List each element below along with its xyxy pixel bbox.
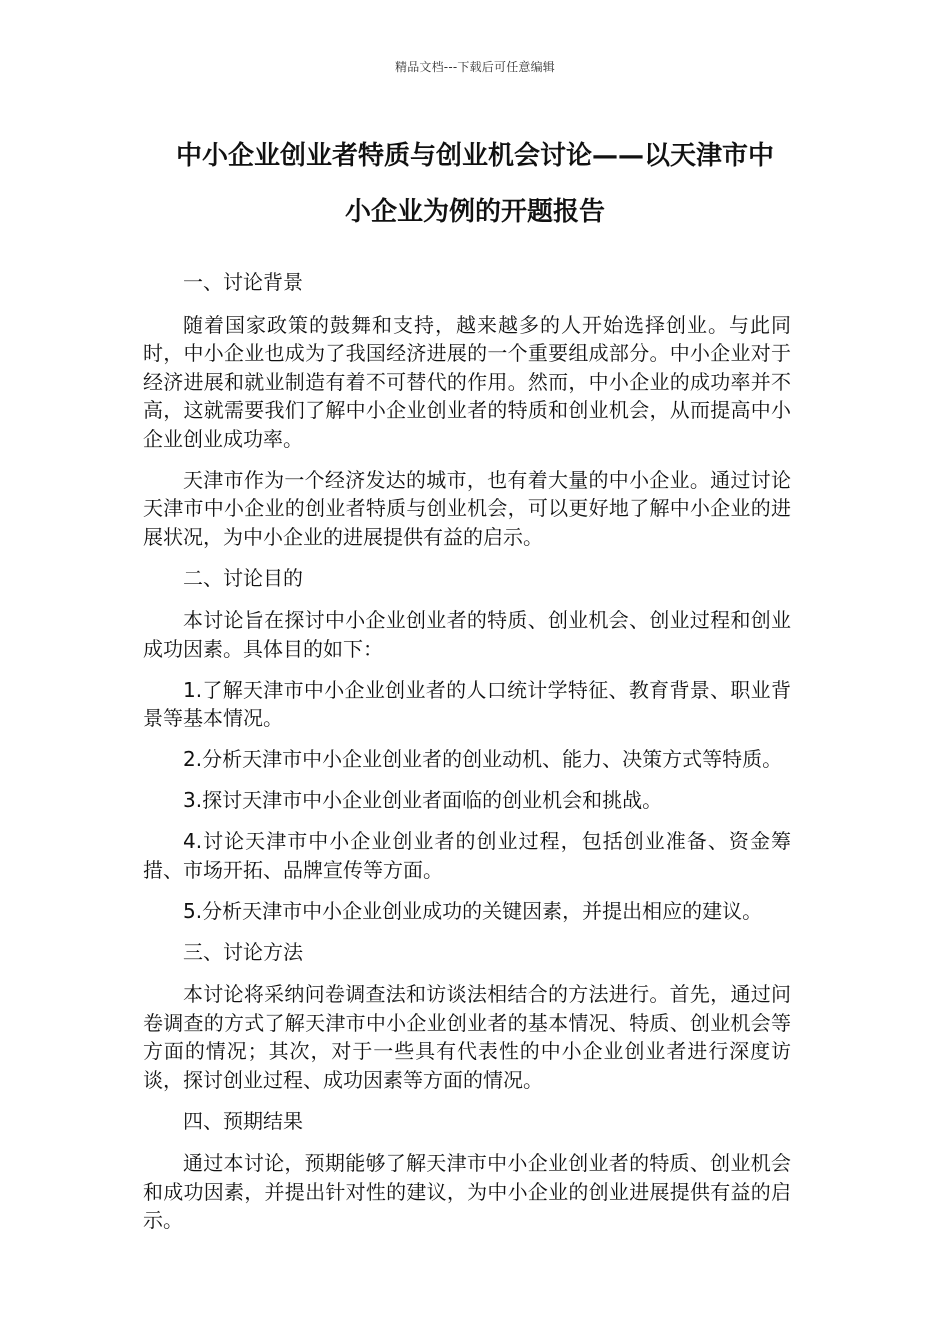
purpose-list-item: 1.了解天津市中小企业创业者的人口统计学特征、教育背景、职业背景等基本情况。 — [143, 677, 791, 730]
purpose-list-item: 2.分析天津市中小企业创业者的创业动机、能力、决策方式等特质。 — [183, 747, 783, 771]
purpose-list-item: 3.探讨天津市中小企业创业者面临的创业机会和挑战。 — [183, 788, 663, 812]
section-heading-method: 三、讨论方法 — [183, 939, 303, 964]
title-line-2: 小企业为例的开题报告 — [344, 197, 605, 227]
title-line-1: 中小企业创业者特质与创业机会讨论——以天津市中 — [175, 141, 774, 171]
purpose-intro-paragraph: 本讨论旨在探讨中小企业创业者的特质、创业机会、创业过程和创业成功因素。具体目的如下： — [143, 608, 791, 661]
background-paragraph-2: 天津市作为一个经济发达的城市，也有着大量的中小企业。通过讨论天津市中小企业的创业者特质与创业机会，可以更好地了解中小企业的进展状况，为中小企业的进展提供有益的启示。 — [143, 467, 791, 549]
purpose-list-item: 4.讨论天津市中小企业创业者的创业过程，包括创业准备、资金筹措、市场开拓、品牌宣传等方面。 — [143, 829, 791, 882]
background-paragraph-1: 随着国家政策的鼓舞和支持，越来越多的人开始选择创业。与此同时，中小企业也成为了我国经济进展的一个重要组成部分。中小企业对于经济进展和就业制造有着不可替代的作用。然而，中小企业的成功率并不高，这就需要我们了解中小企业创业者的特质和创业机会，从而提高中小企业创业成功率。 — [143, 312, 791, 451]
section-heading-background: 一、讨论背景 — [183, 270, 303, 294]
results-paragraph: 通过本讨论，预期能够了解天津市中小企业创业者的特质、创业机会和成功因素，并提出针对性的建议，为中小企业的创业进展提供有益的启示。 — [143, 1151, 791, 1232]
section-heading-results: 四、预期结果 — [183, 1108, 303, 1133]
document-title — [130, 128, 820, 240]
header-note: 精品文档---下载后可任意编辑 — [395, 60, 555, 74]
method-paragraph: 本讨论将采纳问卷调查法和访谈法相结合的方法进行。首先，通过问卷调查的方式了解天津市中小企业创业者的基本情况、特质、创业机会等方面的情况；其次，对于一些具有代表性的中小企业创业者进行深度访谈，探讨创业过程、成功因素等方面的情况。 — [143, 982, 791, 1092]
document-body — [143, 268, 791, 1247]
purpose-list-item: 5.分析天津市中小企业创业成功的关键因素，并提出相应的建议。 — [183, 898, 763, 923]
section-heading-purpose: 二、讨论目的 — [183, 565, 303, 590]
